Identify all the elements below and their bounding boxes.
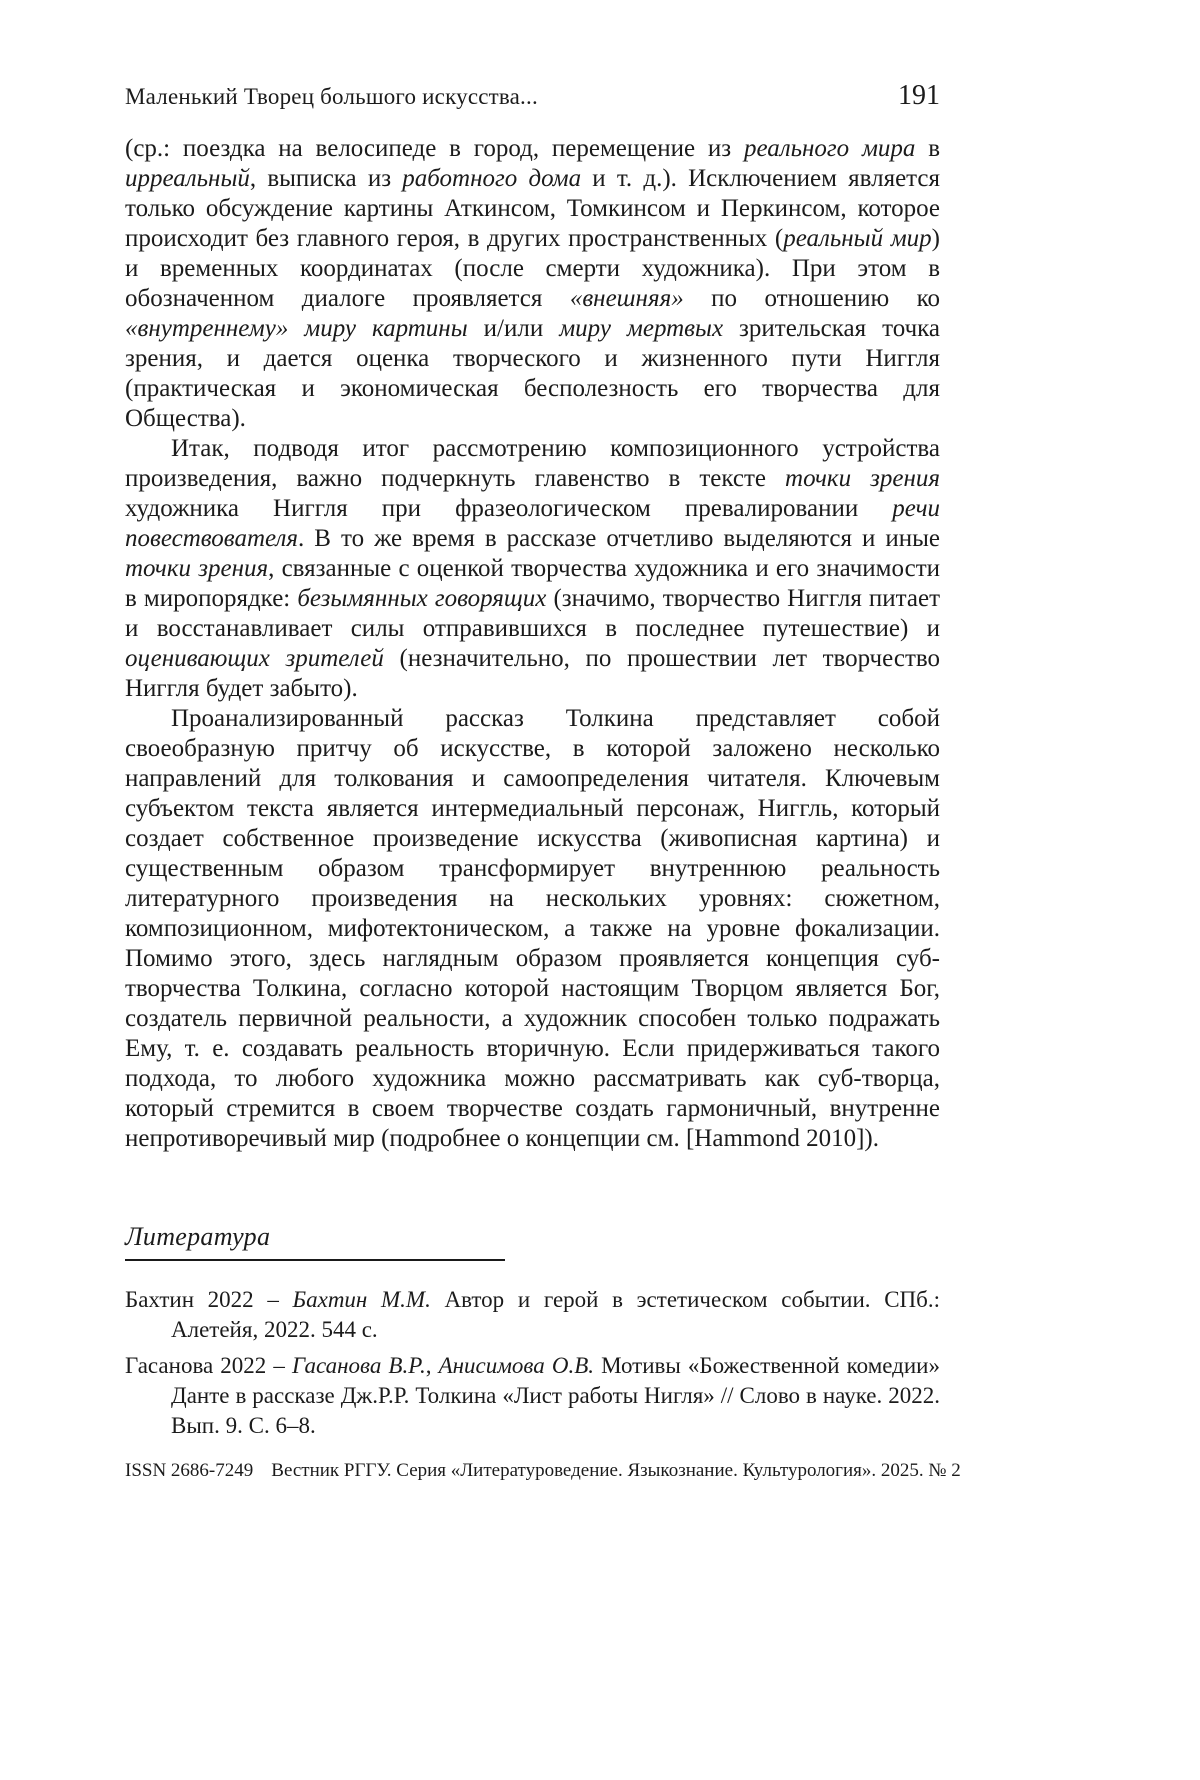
running-title: Маленький Творец большого искусства... — [125, 84, 538, 109]
article-body — [125, 134, 940, 1154]
running-header — [125, 80, 940, 112]
paragraph: Проанализированный рассказ Толкина представляет собой своеобразную притчу об искусстве, в которой заложено несколько направлений для толкования и самоопределения читателя. Ключевым субъектом текста является интермедиальный персонаж, Ниггль, который создает собственное произведение искусства (живописная картина) и существенным образом трансформирует внутреннюю реальность литературного произведения на нескольких уровнях: сюжетном, композиционном, мифотектоническом, а также на уровне фокализации. Помимо этого, здесь наглядным образом проявляется концепция суб-творчества Толкина, согласно которой настоящим Творцом является Бог, создатель первичной реальности, а художник способен только подражать Ему, т. е. создавать реальность вторичную. Если придерживаться такого подхода, то любого художника можно рассматривать как суб-творца, который стремится в своем творчестве создать гармоничный, внутренне непротиворечивый мир (подробнее о концепции см. [Hammond 2010]). — [125, 705, 940, 1152]
reference-item: Бахтин 2022 – Бахтин М.М. Автор и герой в эстетическом событии. СПб.: Алетейя, 2022. 544 с. — [125, 1287, 940, 1342]
paragraph: Итак, подводя итог рассмотрению композиционного устройства произведения, важно подчеркнуть главенство в тексте точки зрения художника Ниггля при фразеологическом превалировании речи повествователя. В то же время в рассказе отчетливо выделяются и иные точки зрения, связанные с оценкой творчества художника и его значимости в миропорядке: безымянных говорящих (значимо, творчество Ниггля питает и восстанавливает силы отправившихся в последнее путешествие) и оценивающих зрителей (незначительно, по прошествии лет творчество Ниггля будет забыто). — [125, 435, 941, 702]
heading-rule — [125, 1259, 505, 1261]
paragraph-continuation: (ср.: поездка на велосипеде в город, перемещение из реального мира в ирреальный, выписка из работного дома и т. д.). Исключением является только обсуждение картины Аткинсом, Томкинсом и Перкинсом, которое происходит без главного героя, в других пространственных (реальный мир) и временных координатах (после смерти художника). При этом в обозначенном диалоге проявляется «внешняя» по отношению ко «внутреннему» миру картины и/или миру мертвых зрительская точка зрения, и дается оценка творческого и жизненного пути Ниггля (практическая и экономическая бесполезность его творчества для Общества). — [125, 135, 941, 432]
references-section — [125, 1222, 940, 1447]
page-footer — [125, 1460, 961, 1482]
page-number: 191 — [898, 80, 940, 111]
reference-item: Гасанова 2022 – Гасанова В.Р., Анисимова О.В. Мотивы «Божественной комедии» Данте в рассказе Дж.Р.Р. Толкина «Лист работы Нигля» // Слово в науке. 2022. Вып. 9. С. 6–8. — [125, 1353, 940, 1438]
footer-journal-title: Вестник РГГУ. Серия «Литературоведение. Языкознание. Культурология». 2025. № 2 — [271, 1460, 961, 1481]
references-heading: Литература — [125, 1222, 271, 1251]
footer-issn: ISSN 2686-7249 — [125, 1460, 254, 1481]
